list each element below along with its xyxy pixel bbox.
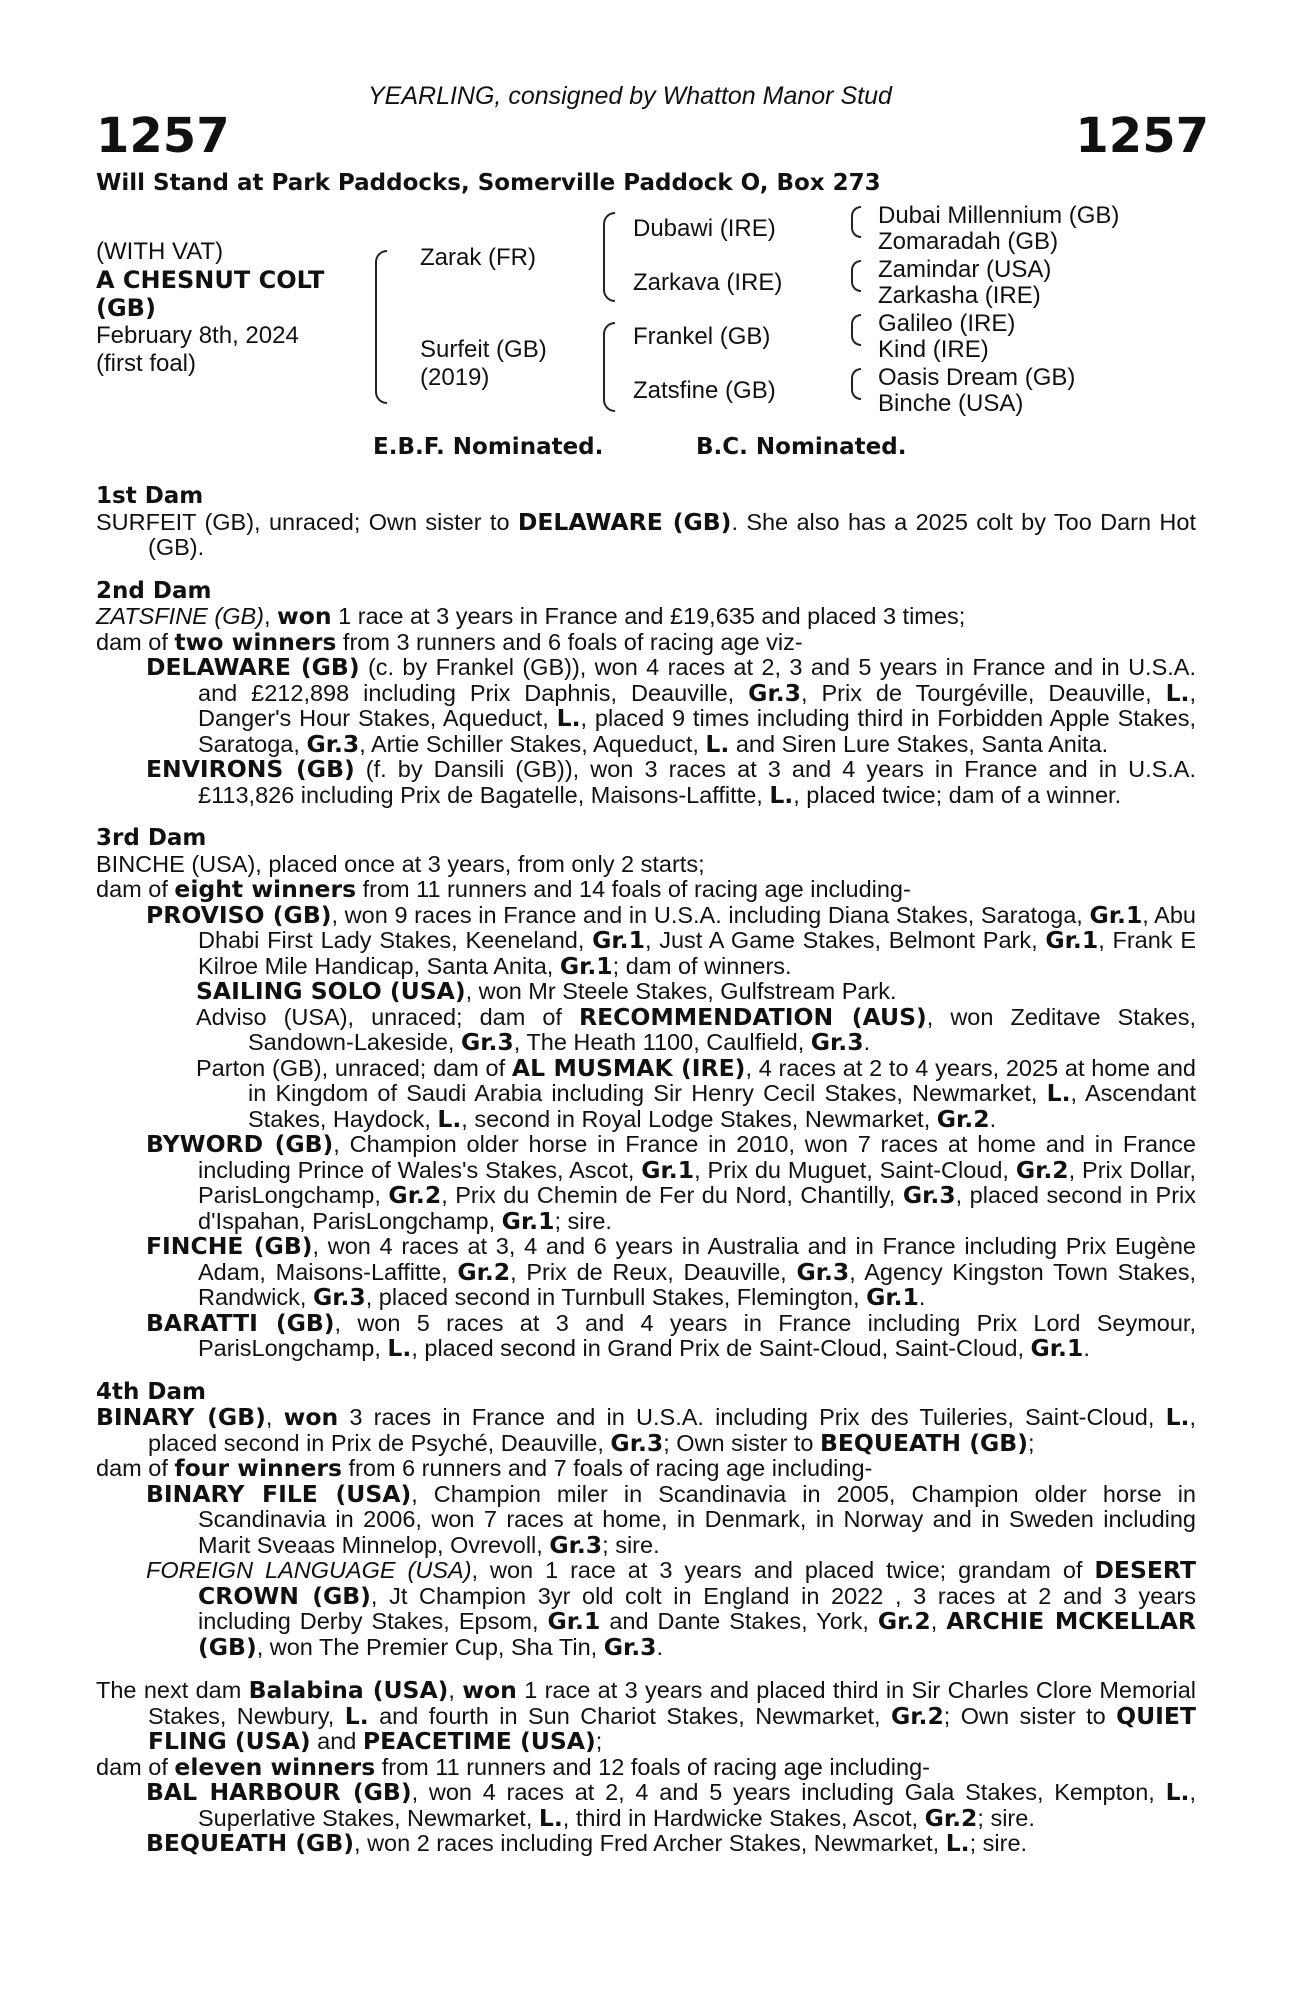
fourth-dam-produce-intro: dam of four winners from 6 runners and 7 foals of racing age including-	[96, 1454, 873, 1482]
g3-ancestor: Zamindar (USA)	[878, 256, 1052, 283]
produce-entry: PROVISO (GB), won 9 races in France and in U.S.A. including Diana Stakes, Saratoga, Gr.1, Abu Dhabi First Lady Stakes, Keeneland, Gr.1, Just A Game Stakes, Belmont Park, Gr.1, Frank E Kilroe Mile Handicap, Santa Anita, Gr.1; dam of winners.	[146, 900, 1196, 980]
heading-1st-dam: 1st Dam	[96, 483, 204, 509]
ebf-nominated: E.B.F. Nominated.	[373, 434, 604, 460]
dam-name: Surfeit (GB)	[420, 336, 547, 363]
pedigree-brace-dam	[603, 322, 615, 412]
pedigree-brace-main	[375, 250, 387, 404]
pedigree-brace-sire	[603, 212, 615, 302]
vat-label: (WITH VAT)	[96, 238, 224, 265]
lot-number-right: 1257	[1075, 108, 1209, 164]
g3-ancestor: Binche (USA)	[878, 390, 1024, 417]
g3-ancestor: Galileo (IRE)	[878, 310, 1016, 337]
produce-entry: BINARY FILE (USA), Champion miler in Scandinavia in 2005, Champion older horse in Scandinavia in 2006, won 7 races at home, in Denmark, in Norway and in Sweden including Marit Sveaas Minnelop, Ovrevoll, Gr.3; sire.	[146, 1479, 1196, 1559]
pedigree-brace-g3-4	[851, 368, 861, 400]
third-dam-produce-intro: dam of eight winners from 11 runners and 14 foals of racing age including-	[96, 875, 911, 903]
location-line: Will Stand at Park Paddocks, Somerville Paddock O, Box 273	[96, 170, 881, 196]
sire-name: Zarak (FR)	[420, 244, 536, 271]
heading-2nd-dam: 2nd Dam	[96, 577, 212, 604]
produce-sub-entry: Adviso (USA), unraced; dam of RECOMMENDATION (AUS), won Zeditave Stakes, Sandown-Lakeside, Gr.3, The Heath 1100, Caulfield, Gr.3.	[196, 1002, 1197, 1056]
consignor-line: YEARLING, consigned by Whatton Manor Stud	[368, 82, 892, 110]
colt-country: (GB)	[96, 294, 156, 322]
produce-entry: BAL HARBOUR (GB), won 4 races at 2, 4 and 5 years including Gala Stakes, Kempton, L., Superlative Stakes, Newmarket, L., third in Hardwicke Stakes, Ascot, Gr.2; sire.	[146, 1778, 1196, 1832]
colt-description: A CHESNUT COLT	[96, 266, 325, 294]
second-dam-produce-intro: dam of two winners from 3 runners and 6 foals of racing age viz-	[96, 627, 803, 656]
catalogue-body	[96, 484, 1196, 1857]
g3-ancestor: Kind (IRE)	[878, 336, 989, 363]
sire-dam-name: Zarkava (IRE)	[633, 269, 783, 296]
foaling-date: February 8th, 2024	[96, 322, 299, 349]
dam-year: (2019)	[420, 364, 490, 391]
g3-ancestor: Zomaradah (GB)	[878, 228, 1059, 255]
g3-ancestor: Zarkasha (IRE)	[878, 282, 1041, 309]
dam-sire-name: Frankel (GB)	[633, 323, 771, 350]
heading-4th-dam: 4th Dam	[96, 1378, 206, 1405]
g3-ancestor: Oasis Dream (GB)	[878, 364, 1076, 391]
produce-entry: DELAWARE (GB) (c. by Frankel (GB)), won 4 races at 2, 3 and 5 years in France and in U.S.A. and £212,898 including Prix Daphnis, Deauville, Gr.3, Prix de Tourgéville, Deauville, L., Danger's Hour Stakes, Aqueduct, L., placed 9 times including third in Forbidden Apple Stakes, Saratoga, Gr.3, Artie Schiller Stakes, Aqueduct, L. and Siren Lure Stakes, Santa Anita.	[146, 653, 1196, 758]
next-dam-text: The next dam Balabina (USA), won 1 race at 3 years and placed third in Sir Charles Clore Memorial Stakes, Newbury, L. and fourth in Sun Chariot Stakes, Newmarket, Gr.2; Own sister to QUIET FLING (USA) and PEACETIME (USA);	[96, 1676, 1196, 1755]
produce-sub-entry: Parton (GB), unraced; dam of AL MUSMAK (IRE), 4 races at 2 to 4 years, 2025 at home and in Kingdom of Saudi Arabia including Sir Henry Cecil Stakes, Newmarket, L., Ascendant Stakes, Haydock, L., second in Royal Lodge Stakes, Newmarket, Gr.2.	[196, 1053, 1196, 1133]
produce-entry: BEQUEATH (GB), won 2 races including Fred Archer Stakes, Newmarket, L.; sire.	[146, 1829, 1028, 1857]
dam-dam-name: Zatsfine (GB)	[633, 377, 776, 404]
third-dam-text: BINCHE (USA), placed once at 3 years, from only 2 starts;	[96, 850, 705, 877]
lot-number-left: 1257	[96, 108, 230, 164]
produce-entry: FOREIGN LANGUAGE (USA), won 1 race at 3 years and placed twice; grandam of DESERT CROWN (GB), Jt Champion 3yr old colt in England in 2022 , 3 races at 2 and 3 years including Derby Stakes, Epsom, Gr.1 and Dante Stakes, York, Gr.2, ARCHIE MCKELLAR (GB), won The Premier Cup, Sha Tin, Gr.3.	[146, 1556, 1196, 1661]
bc-nominated: B.C. Nominated.	[696, 434, 907, 460]
pedigree-brace-g3-2	[851, 260, 861, 292]
pedigree-brace-g3-3	[851, 314, 861, 346]
next-dam-produce-intro: dam of eleven winners from 11 runners and 12 foals of racing age including-	[96, 1752, 930, 1781]
sire-sire-name: Dubawi (IRE)	[633, 215, 776, 242]
heading-3rd-dam: 3rd Dam	[96, 825, 207, 851]
first-foal-note: (first foal)	[96, 350, 197, 377]
produce-entry: BYWORD (GB), Champion older horse in France in 2010, won 7 races at home and in France including Prince of Wales's Stakes, Ascot, Gr.1, Prix du Muguet, Saint-Cloud, Gr.2, Prix Dollar, ParisLongchamp, Gr.2, Prix du Chemin de Fer du Nord, Chantilly, Gr.3, placed second in Prix d'Ispahan, ParisLongchamp, Gr.1; sire.	[146, 1130, 1197, 1235]
second-dam-text: ZATSFINE (GB), won 1 race at 3 years in France and £19,635 and placed 3 times;	[96, 602, 966, 630]
fourth-dam-text: BINARY (GB), won 3 races in France and in U.S.A. including Prix des Tuileries, Saint-Cloud, L., placed second in Prix de Psyché, Deauville, Gr.3; Own sister to BEQUEATH (GB);	[96, 1403, 1197, 1457]
produce-sub-entry: SAILING SOLO (USA), won Mr Steele Stakes, Gulfstream Park.	[196, 977, 897, 1005]
produce-entry: FINCHE (GB), won 4 races at 3, 4 and 6 years in Australia and in France including Prix Eugène Adam, Maisons-Laffitte, Gr.2, Prix de Reux, Deauville, Gr.3, Agency Kingston Town Stakes, Randwick, Gr.3, placed second in Turnbull Stakes, Flemington, Gr.1.	[146, 1232, 1197, 1311]
pedigree-brace-g3-1	[851, 206, 861, 238]
first-dam-text: SURFEIT (GB), unraced; Own sister to DELAWARE (GB). She also has a 2025 colt by Too Darn Hot (GB).	[96, 507, 1197, 560]
g3-ancestor: Dubai Millennium (GB)	[878, 202, 1120, 229]
produce-entry: BARATTI (GB), won 5 races at 3 and 4 years in France including Prix Lord Seymour, ParisLongchamp, L., placed second in Grand Prix de Saint-Cloud, Saint-Cloud, Gr.1.	[146, 1308, 1196, 1362]
produce-entry: ENVIRONS (GB) (f. by Dansili (GB)), won 3 races at 3 and 4 years in France and in U.S.A. £113,826 including Prix de Bagatelle, Maisons-Laffitte, L., placed twice; dam of a winner.	[146, 755, 1196, 809]
